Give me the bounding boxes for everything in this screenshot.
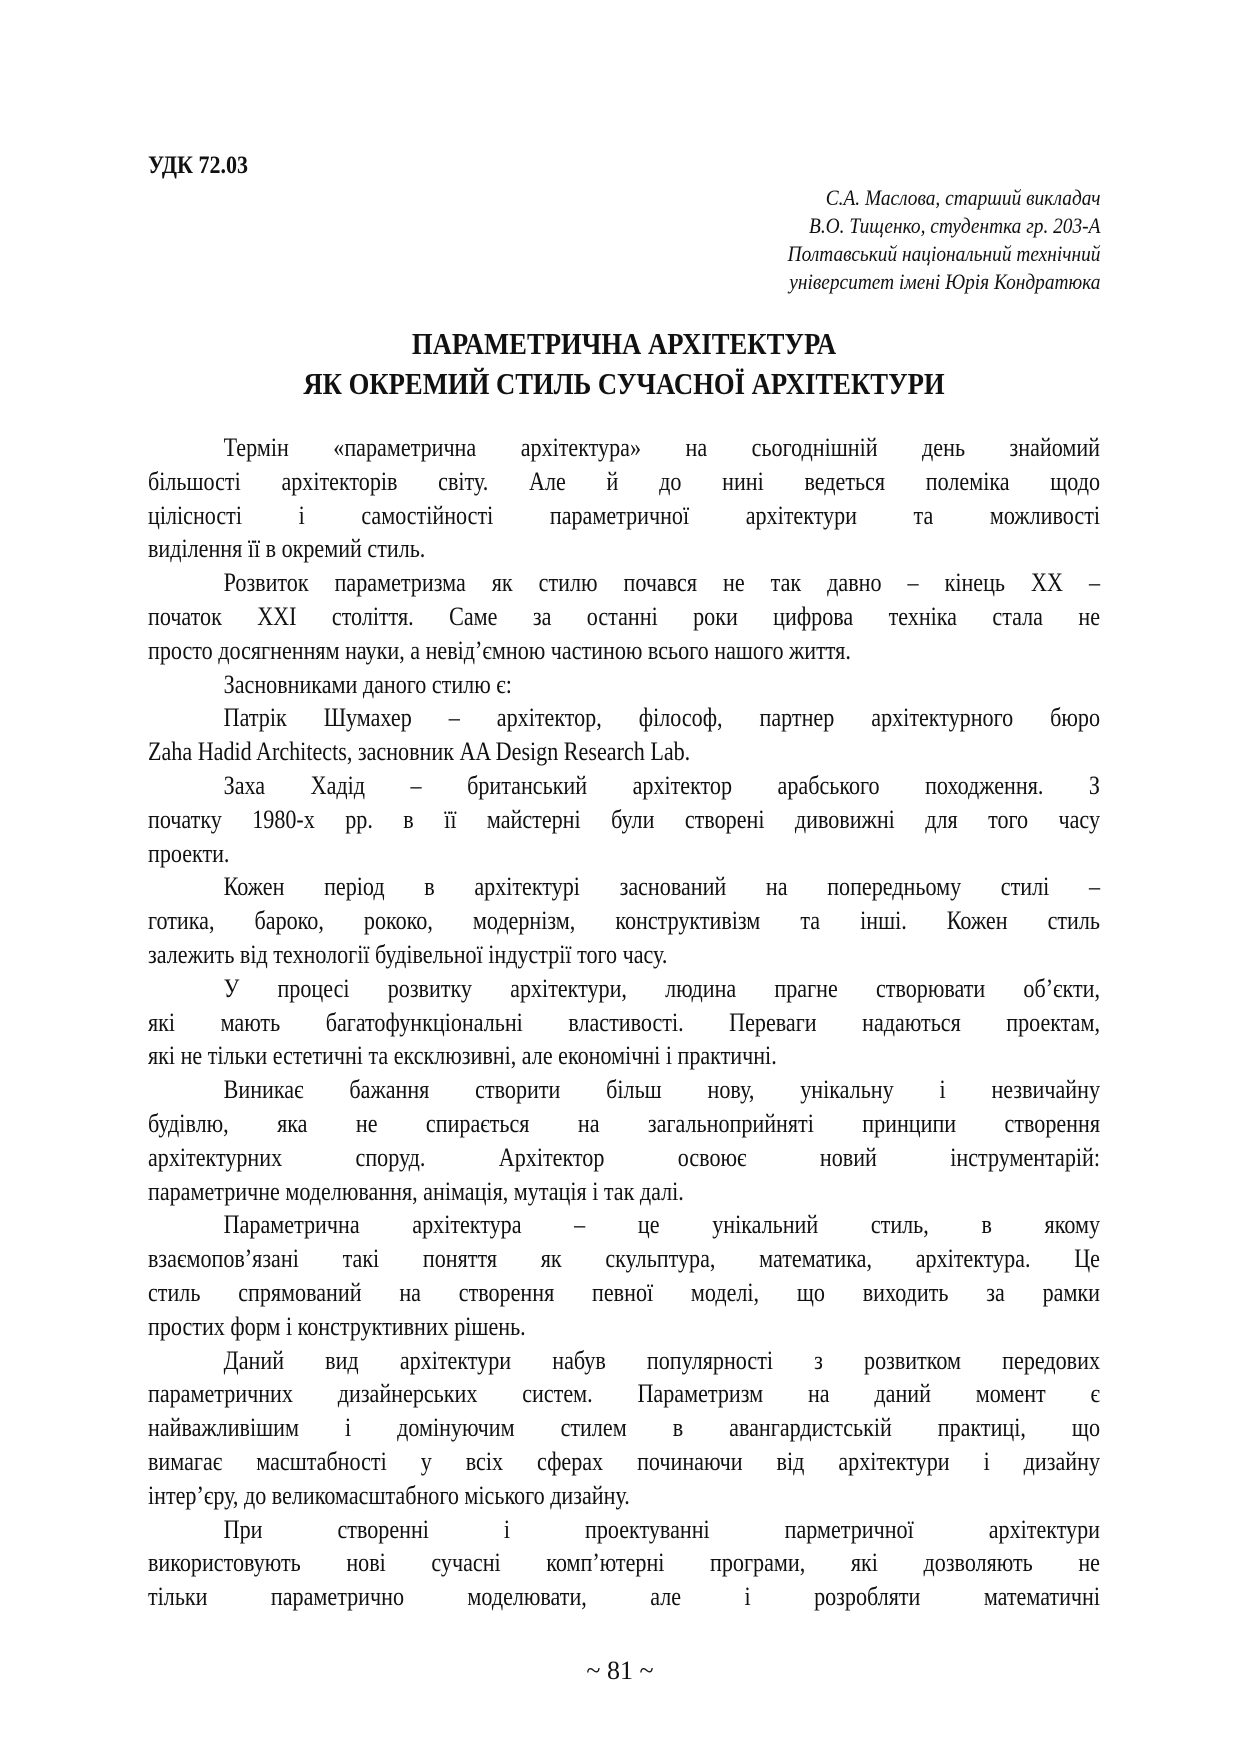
article-body [148,431,1100,1614]
paragraph-line: У процесі розвитку архітектури, людина прагне створювати об’єкти, [223,973,1100,1003]
paragraph-line: Даний вид архітектури набув популярності з розвитком передових [223,1345,1100,1375]
paragraph-line: архітектурних споруд. Архітектор освоює новий інструментарій: [148,1142,1100,1172]
paragraph [148,701,1100,769]
paragraph-line: Розвиток параметризма як стилю почався не так давно – кінець XX – [223,568,1100,598]
paragraph-line: готика, бароко, рококо, модернізм, конструктивізм та інші. Кожен стиль [148,906,1100,936]
paragraph-line: параметричних дизайнерських систем. Параметризм на даний момент є [148,1379,1100,1409]
paragraph-line: вимагає масштабності у всіх сферах починаючи від архітектури і дизайну [148,1446,1100,1476]
affiliation-line: Полтавський національний технічний [787,241,1100,266]
paragraph [148,1073,1100,1208]
paragraph-line: Патрік Шумахер – архітектор, філософ, партнер архітектурного бюро [223,703,1100,733]
paragraph-line: найважливішим і домінуючим стилем в авангардистській практиці, що [148,1413,1100,1443]
paragraph [148,1344,1100,1513]
paragraph [148,1208,1100,1343]
paragraph-line: залежить від технології будівельної індустрії того часу. [148,939,668,969]
paragraph [148,870,1100,971]
paragraph [148,972,1100,1073]
paragraph-line: Виникає бажання створити більш нову, унікальну і незвичайну [223,1075,1100,1105]
paragraph [148,431,1100,566]
paragraph-line: які мають багатофункціональні властивості. Переваги надаються проектам, [148,1007,1100,1037]
paragraph-line: взаємопов’язані такі поняття як скульптура, математика, архітектура. Це [148,1244,1100,1274]
paragraph-line: Заха Хадід – британський архітектор арабського походження. З [223,770,1100,800]
author-block [745,184,1100,296]
paragraph-line: цілісності і самостійності параметричної архітектури та можливості [148,500,1100,530]
paragraph-line: використовують нові сучасні комп’ютерні програми, які дозволяють не [148,1548,1100,1578]
author-line: С.А. Маслова, старший викладач [825,185,1100,210]
paragraph-line: початок XXI століття. Саме за останні роки цифрова техніка стала не [148,601,1100,631]
paragraph-line: початку 1980-х рр. в її майстерні були створені дивовижні для того часу [148,804,1100,834]
title-line: ПАРАМЕТРИЧНА АРХІТЕКТУРА [411,326,837,361]
paragraph-line: просто досягненням науки, а невід’ємною частиною всього нашого життя. [148,635,851,665]
paragraph-line: При створенні і проектуванні парметричної архітектури [223,1514,1100,1544]
paragraph [148,566,1100,667]
paragraph-line: Термін «параметрична архітектура» на сьогоднішній день знайомий [223,433,1100,462]
title-line: ЯК ОКРЕМИЙ СТИЛЬ СУЧАСНОЇ АРХІТЕКТУРИ [303,366,945,401]
affiliation-line: університет імені Юрія Кондратюка [788,269,1100,294]
paragraph [148,668,1100,702]
paragraph-line: більшості архітекторів світу. Але й до нині ведеться полеміка щодо [148,466,1100,496]
page-number: ~ 81 ~ [586,1656,654,1685]
paragraph-line: параметричне моделювання, анімація, мутація і так далі. [148,1176,684,1206]
paragraph-line: виділення її в окремий стиль. [148,534,426,564]
paragraph-line: проекти. [148,838,230,868]
author-line: В.О. Тищенко, студентка гр. 203-А [808,213,1100,238]
paragraph-line: Параметрична архітектура – це унікальний стиль, в якому [223,1210,1100,1240]
paragraph-line: будівлю, яка не спирається на загальноприйняті принципи створення [148,1108,1100,1138]
paragraph [148,1513,1100,1614]
paragraph-line: інтер’єру, до великомасштабного міського дизайну. [148,1480,630,1510]
paragraph-line: які не тільки естетичні та ексклюзивні, але економічні і практичні. [148,1041,777,1071]
paragraph [148,769,1100,870]
paragraph-line: Засновниками даного стилю є: [223,669,512,699]
paragraph-line: стиль спрямований на створення певної моделі, що виходить за рамки [148,1277,1100,1307]
paragraph-line: Zaha Hadid Architects, засновник AA Design Research Lab. [148,737,691,767]
udk-code: УДК 72.03 [148,152,249,179]
article-title [0,324,1240,404]
paragraph-line: Кожен період в архітектурі заснований на попередньому стилі – [223,872,1100,902]
paragraph-line: тільки параметрично моделювати, але і розробляти математичні [148,1582,1100,1612]
paragraph-line: простих форм і конструктивних рішень. [148,1311,526,1341]
